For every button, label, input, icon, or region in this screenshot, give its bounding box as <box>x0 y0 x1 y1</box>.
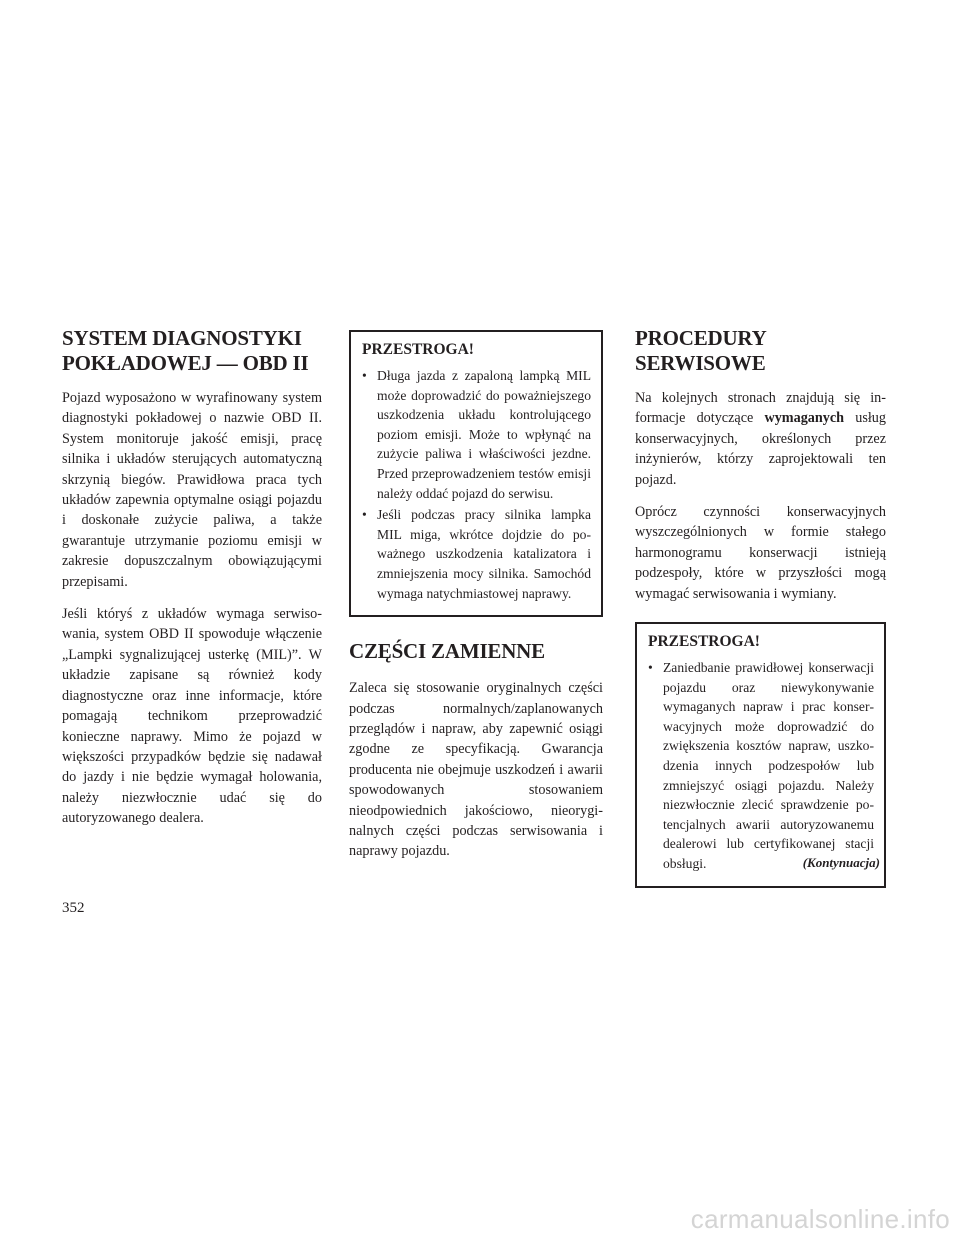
page-number: 352 <box>62 900 85 916</box>
section-title-service-procedures <box>635 326 886 376</box>
service-paragraph-1 <box>635 388 886 490</box>
section-title-obd-ii <box>62 326 322 376</box>
obd-paragraph-1: Pojazd wyposażono w wyrafinowany system diagnostyki pokładowej o nazwie OBD II. System monitoruje jakość emisji, pracę silnika i układów sterujących automatyczną skrzynią biegów. Prawidłowa praca tych układów zapewnia optymalne osiągi pojazdu i doskonałe zużycie paliwa, a także gwarantuje utrzymanie poziomu emisji w zakresie dopuszczalnym obowiązującymi przepisami. <box>62 390 322 590</box>
continued-label: (Kontynuacja) <box>802 855 880 870</box>
column-obd-ii <box>62 326 322 841</box>
column-service-procedures <box>635 326 886 888</box>
warning-item <box>362 366 591 503</box>
warning-box-maintenance <box>635 622 886 888</box>
warning-item <box>648 658 874 874</box>
watermark: carmanualsonline.info <box>690 1204 950 1234</box>
service-paragraph-2: Oprócz czynności konserwacyjnych wyszczególnionych w formie stałego harmonogramu konserwacji istnieją podzespoły, które w przyszłości mogą wymagać serwisowania i wymiany. <box>635 504 886 602</box>
text-run: Na kolejnych stronach znajdują się informacje dotyczące <box>635 390 886 427</box>
column-replacement-parts <box>349 330 603 874</box>
title-line-2: SERWISOWE <box>635 351 766 375</box>
parts-paragraph-1: Zaleca się stosowanie oryginalnych części podczas normalnych/zaplanowanych przeglądów i napraw, aby zapewnić osiągi zgodne ze specyfikacją. Gwarancja producenta nie obejmuje uszkodzeń i awarii spowodowanych stosowaniem nieodpowiednich jakościowo, nieoryginalnych części podczas serwisowania i naprawy pojazdu. <box>349 680 603 860</box>
warning-item-text: Zaniedbanie prawidłowej konserwacji pojazdu oraz niewykonywanie wymaganych napraw i prac konserwacyjnych może doprowadzić do zwiększenia kosztów napraw, uszkodzenia innych podzespołów lub zmniejszyć osiągi pojazdu. Należy niezwłocznie zlecić sprawdzenie potencjalnych awarii autoryzowanemu dealerowi lub certyfikowanej stacji obsługi. <box>663 660 874 871</box>
bullet-icon: • <box>362 507 367 523</box>
warning-list <box>648 658 874 874</box>
obd-paragraph-2: Jeśli któryś z układów wymaga serwisowania, system OBD II spowoduje włączenie „Lampki sygnalizującej usterkę (MIL)”. W układzie zapisane są również kody diagnostyczne oraz inne informacje, które pomagają technikom przeprowadzić konieczne naprawy. Mimo że pojazd w większości przypadków będzie się nadawał do jazdy i nie będzie wymagał holowania, należy niezwłocznie udać się do autoryzowanego dealera. <box>62 606 322 827</box>
bullet-icon: • <box>362 368 367 383</box>
text-run-bold: wymaganych <box>764 410 845 427</box>
title-line-1: SYSTEM DIAGNOSTYKI <box>62 326 302 350</box>
section-title-replacement-parts: CZĘŚCI ZAMIENNE <box>349 639 545 664</box>
text-run: usług konserwacyjnych, określonych przez inżynierów, którzy zaprojektowali ten pojazd. <box>635 410 886 488</box>
warning-item-text: Jeśli podczas pracy silnika lampka MIL miga, wkrótce dojdzie do poważnego uszkodzenia katalizatora i zmniejszenia mocy silnika. Samochód wymaga natychmiastowej naprawy. <box>377 507 591 601</box>
warning-item-text: Długa jazda z zapaloną lampką MIL może doprowadzić do poważniejszego uszkodzenia układu kontrolującego poziom emisji. Może to wpłynąć na zużycie paliwa i właściwości jezdne. Przed przeprowadzeniem testów emisji należy oddać pojazd do serwisu. <box>377 368 591 501</box>
warning-title: PRZESTROGA! <box>648 633 760 651</box>
warning-title: PRZESTROGA! <box>362 341 474 358</box>
warning-item <box>362 505 591 603</box>
warning-box-mil <box>349 330 603 617</box>
title-line-2: POKŁADOWEJ — OBD II <box>62 351 309 375</box>
title-line-1: PROCEDURY <box>635 326 767 350</box>
bullet-icon: • <box>648 660 653 676</box>
warning-list <box>362 366 591 603</box>
